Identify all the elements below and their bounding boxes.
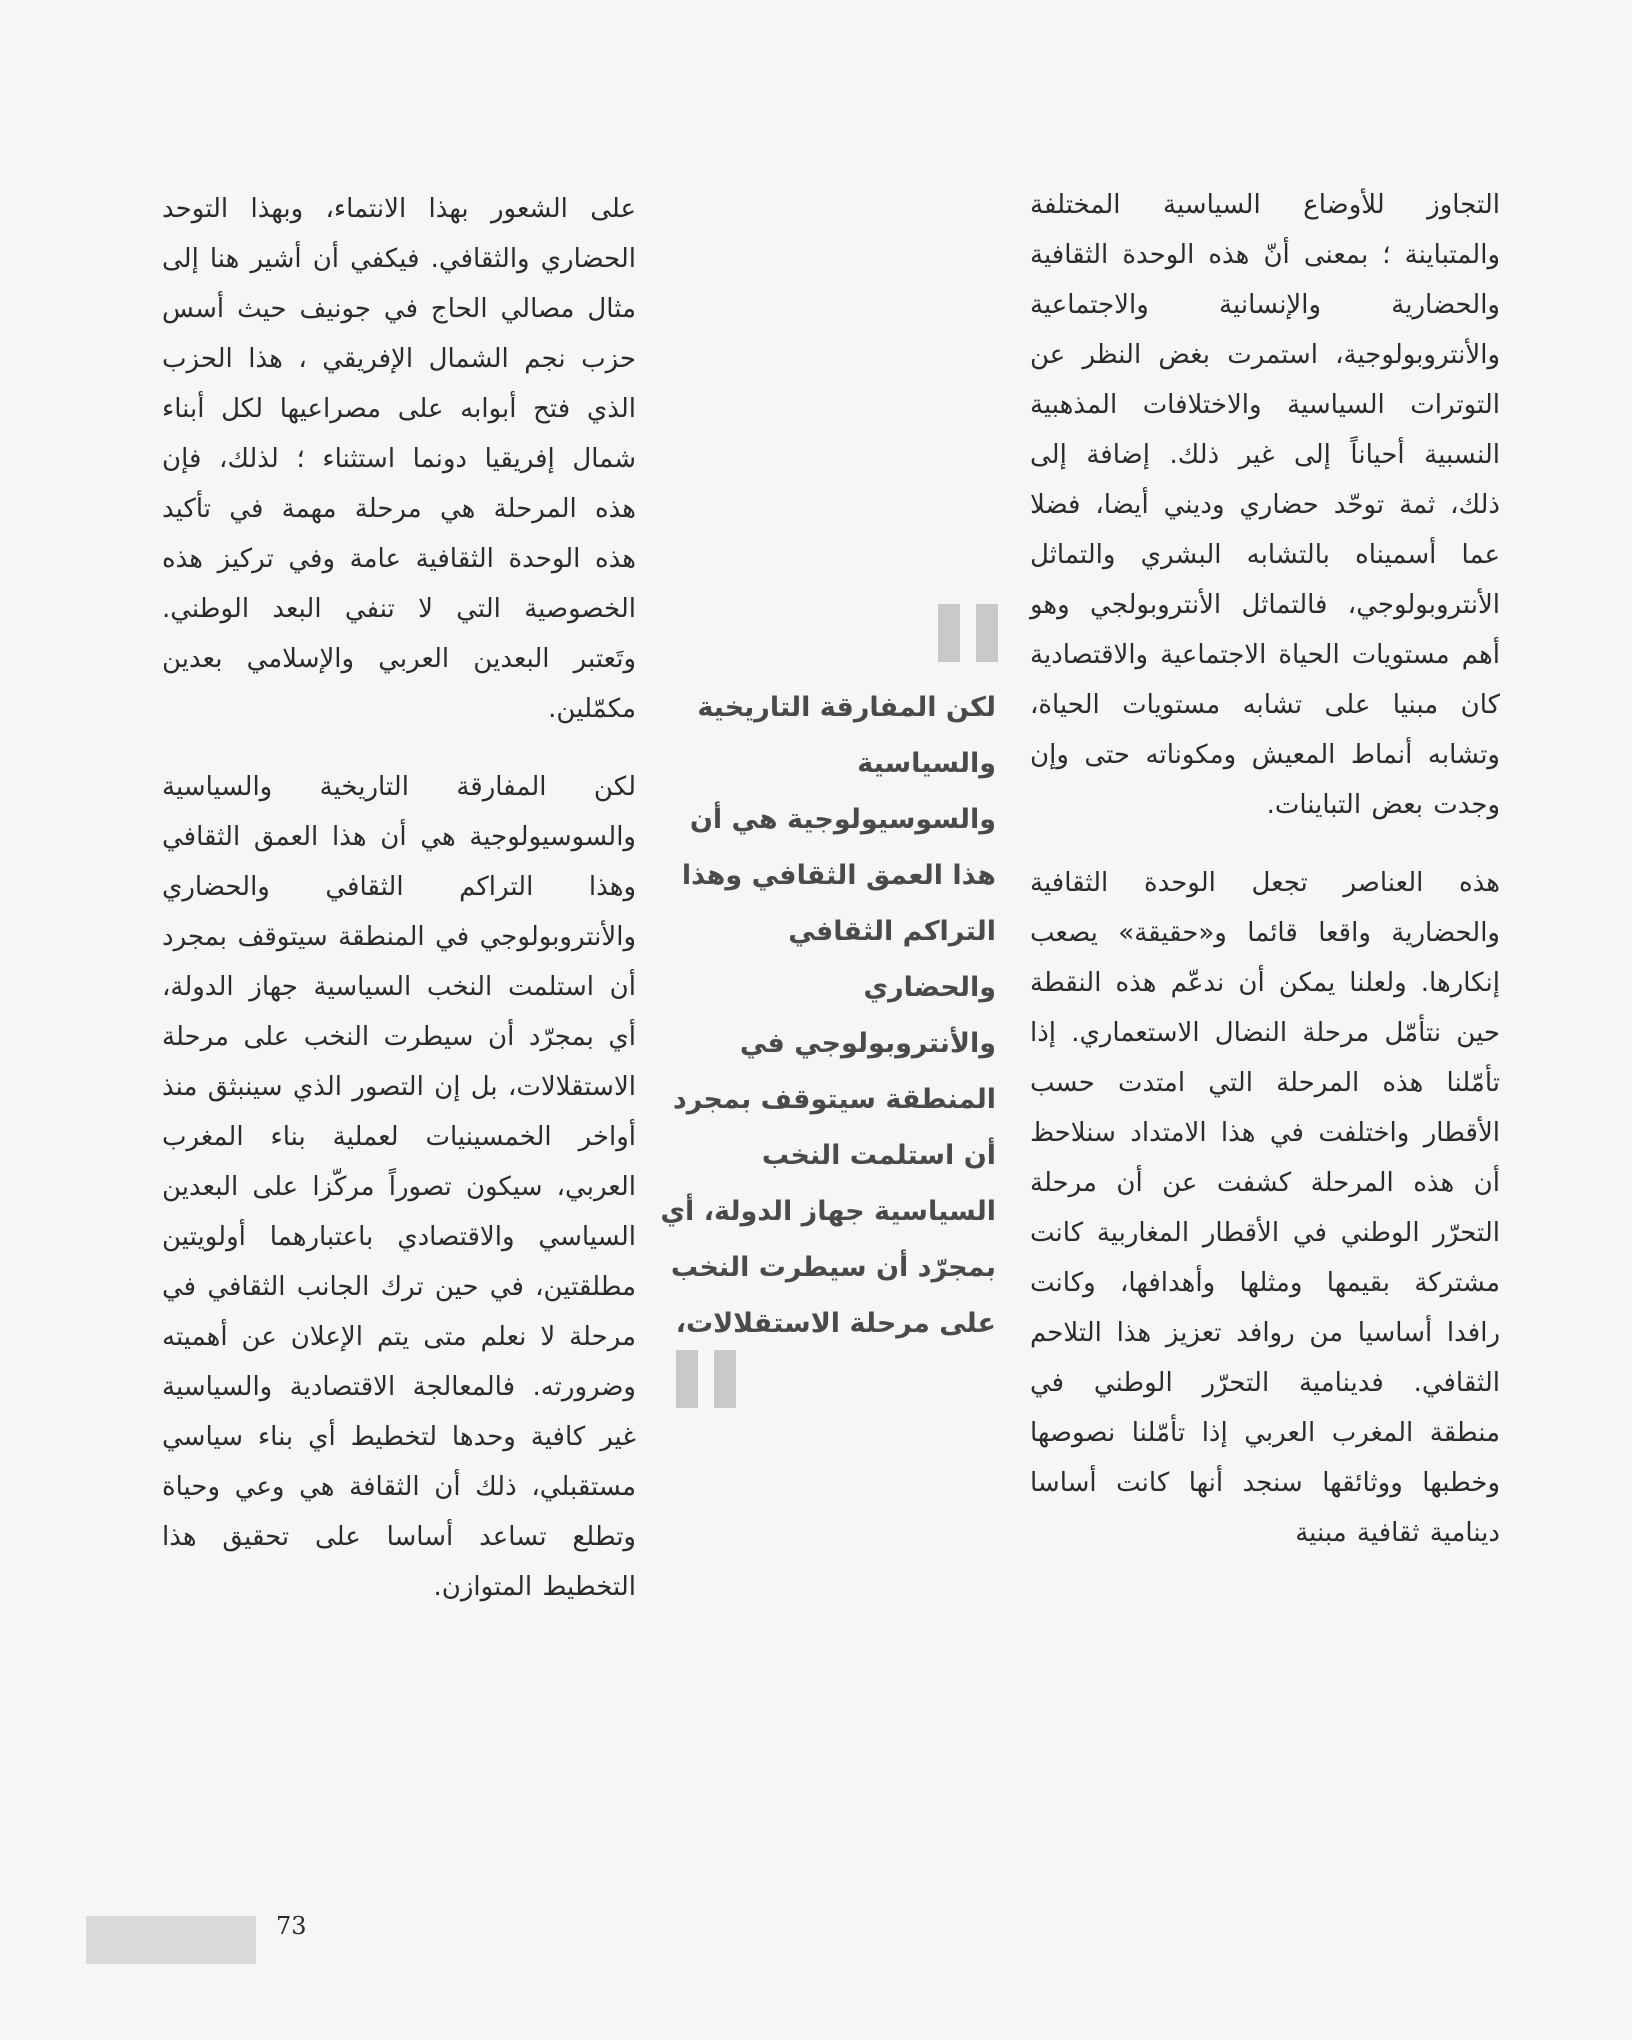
left-column-paragraph: على الشعور بهذا الانتماء، وبهذا التوحد الحضاري والثقافي. فيكفي أن أشير هنا إلى مثال مصالي الحاج في جونيف حيث أسس حزب نجم الشمال الإفريقي ، هذا الحزب الذي فتح أبوابه على مصراعيها لكل أبناء شمال إفريقيا دونما استثناء ؛ لذلك، فإن هذه المرحلة هي مرحلة مهمة في تأكيد هذه الوحدة الثقافية عامة وفي تركيز هذه الخصوصية التي لا تنفي البعد الوطني. وتَعتبر البعدين العربي والإسلامي بعدين مكمّلين. [162,194,636,724]
right-column-paragraph: التجاوز للأوضاع السياسية المختلفة والمتباينة ؛ بمعنى أنّ هذه الوحدة الثقافية والحضارية والإنسانية والاجتماعية والأنتروبولوجية، استمرت بغض النظر عن التوترات السياسية والاختلافات المذهبية النسبية أحياناً إلى غير ذلك. إضافة إلى ذلك، ثمة توحّد حضاري وديني أيضا، فضلا عما أسميناه بالتشابه البشري والتماثل الأنتروبولوجي، فالتماثل الأنتروبولجي وهو أهم مستويات الحياة الاجتماعية والاقتصادية كان مبنيا على تشابه مستويات الحياة، وتشابه أنماط المعيش ومكوناته حتى وإن وجدت بعض التباينات. [1030,190,1500,820]
left-column-paragraph: لكن المفارقة التاريخية والسياسية والسوسيولوجية هي أن هذا العمق الثقافي وهذا التراكم الثقافي والحضاري والأنتروبولوجي في المنطقة سيتوقف بمجرد أن استلمت النخب السياسية جهاز الدولة، أي بمجرّد أن سيطرت النخب على مرحلة الاستقلالات، بل إن التصور الذي سينبثق منذ أواخر الخمسينيات لعملية بناء المغرب العربي، سيكون تصوراً مركّزا على البعدين السياسي والاقتصادي باعتبارهما أولويتين مطلقتين، في حين ترك الجانب الثقافي في مرحلة لا نعلم متى يتم الإعلان عن أهميته وضرورته. فالمعالجة الاقتصادية والسياسية غير كافية وحدها لتخطيط أي بناء سياسي مستقبلي، ذلك أن الثقافة هي وعي وحياة وتطلع تساعد أساسا على تحقيق هذا التخطيط المتوازن. [162,772,636,1602]
quote-close-mark-icon [676,1350,736,1408]
page-number: 73 [276,1912,307,1940]
pull-quote: لكن المفارقة التاريخية والسياسية والسوسيولوجية هي أن هذا العمق الثقافي وهذا التراكم الثقافي والحضاري والأنتروبولوجي في المنطقة سيتوقف بمجرد أن استلمت النخب السياسية جهاز الدولة، أي بمجرّد أن سيطرت النخب على مرحلة الاستقلالات، [660,692,996,1339]
left-text-column [162,184,636,1612]
quote-open-mark-icon [938,604,998,662]
footer-logo-bar [86,1916,256,1964]
right-column-paragraph: هذه العناصر تجعل الوحدة الثقافية والحضارية واقعا قائما و«حقيقة» يصعب إنكارها. ولعلنا يمكن أن ندعّم هذه النقطة حين نتأمّل مرحلة النضال الاستعماري. إذا تأمّلنا هذه المرحلة التي امتدت حسب الأقطار واختلفت في هذا الامتداد سنلاحظ أن هذه المرحلة كشفت عن أن مرحلة التحرّر الوطني في الأقطار المغاربية كانت مشتركة بقيمها ومثلها وأهدافها، وكانت رافدا أساسيا من روافد تعزيز هذا التلاحم الثقافي. فدينامية التحرّر الوطني في منطقة المغرب العربي إذا تأمّلنا نصوصها وخطبها ووثائقها سنجد أنها كانت أساسا دينامية ثقافية مبنية [1030,868,1500,1548]
right-text-column [1030,180,1500,1558]
